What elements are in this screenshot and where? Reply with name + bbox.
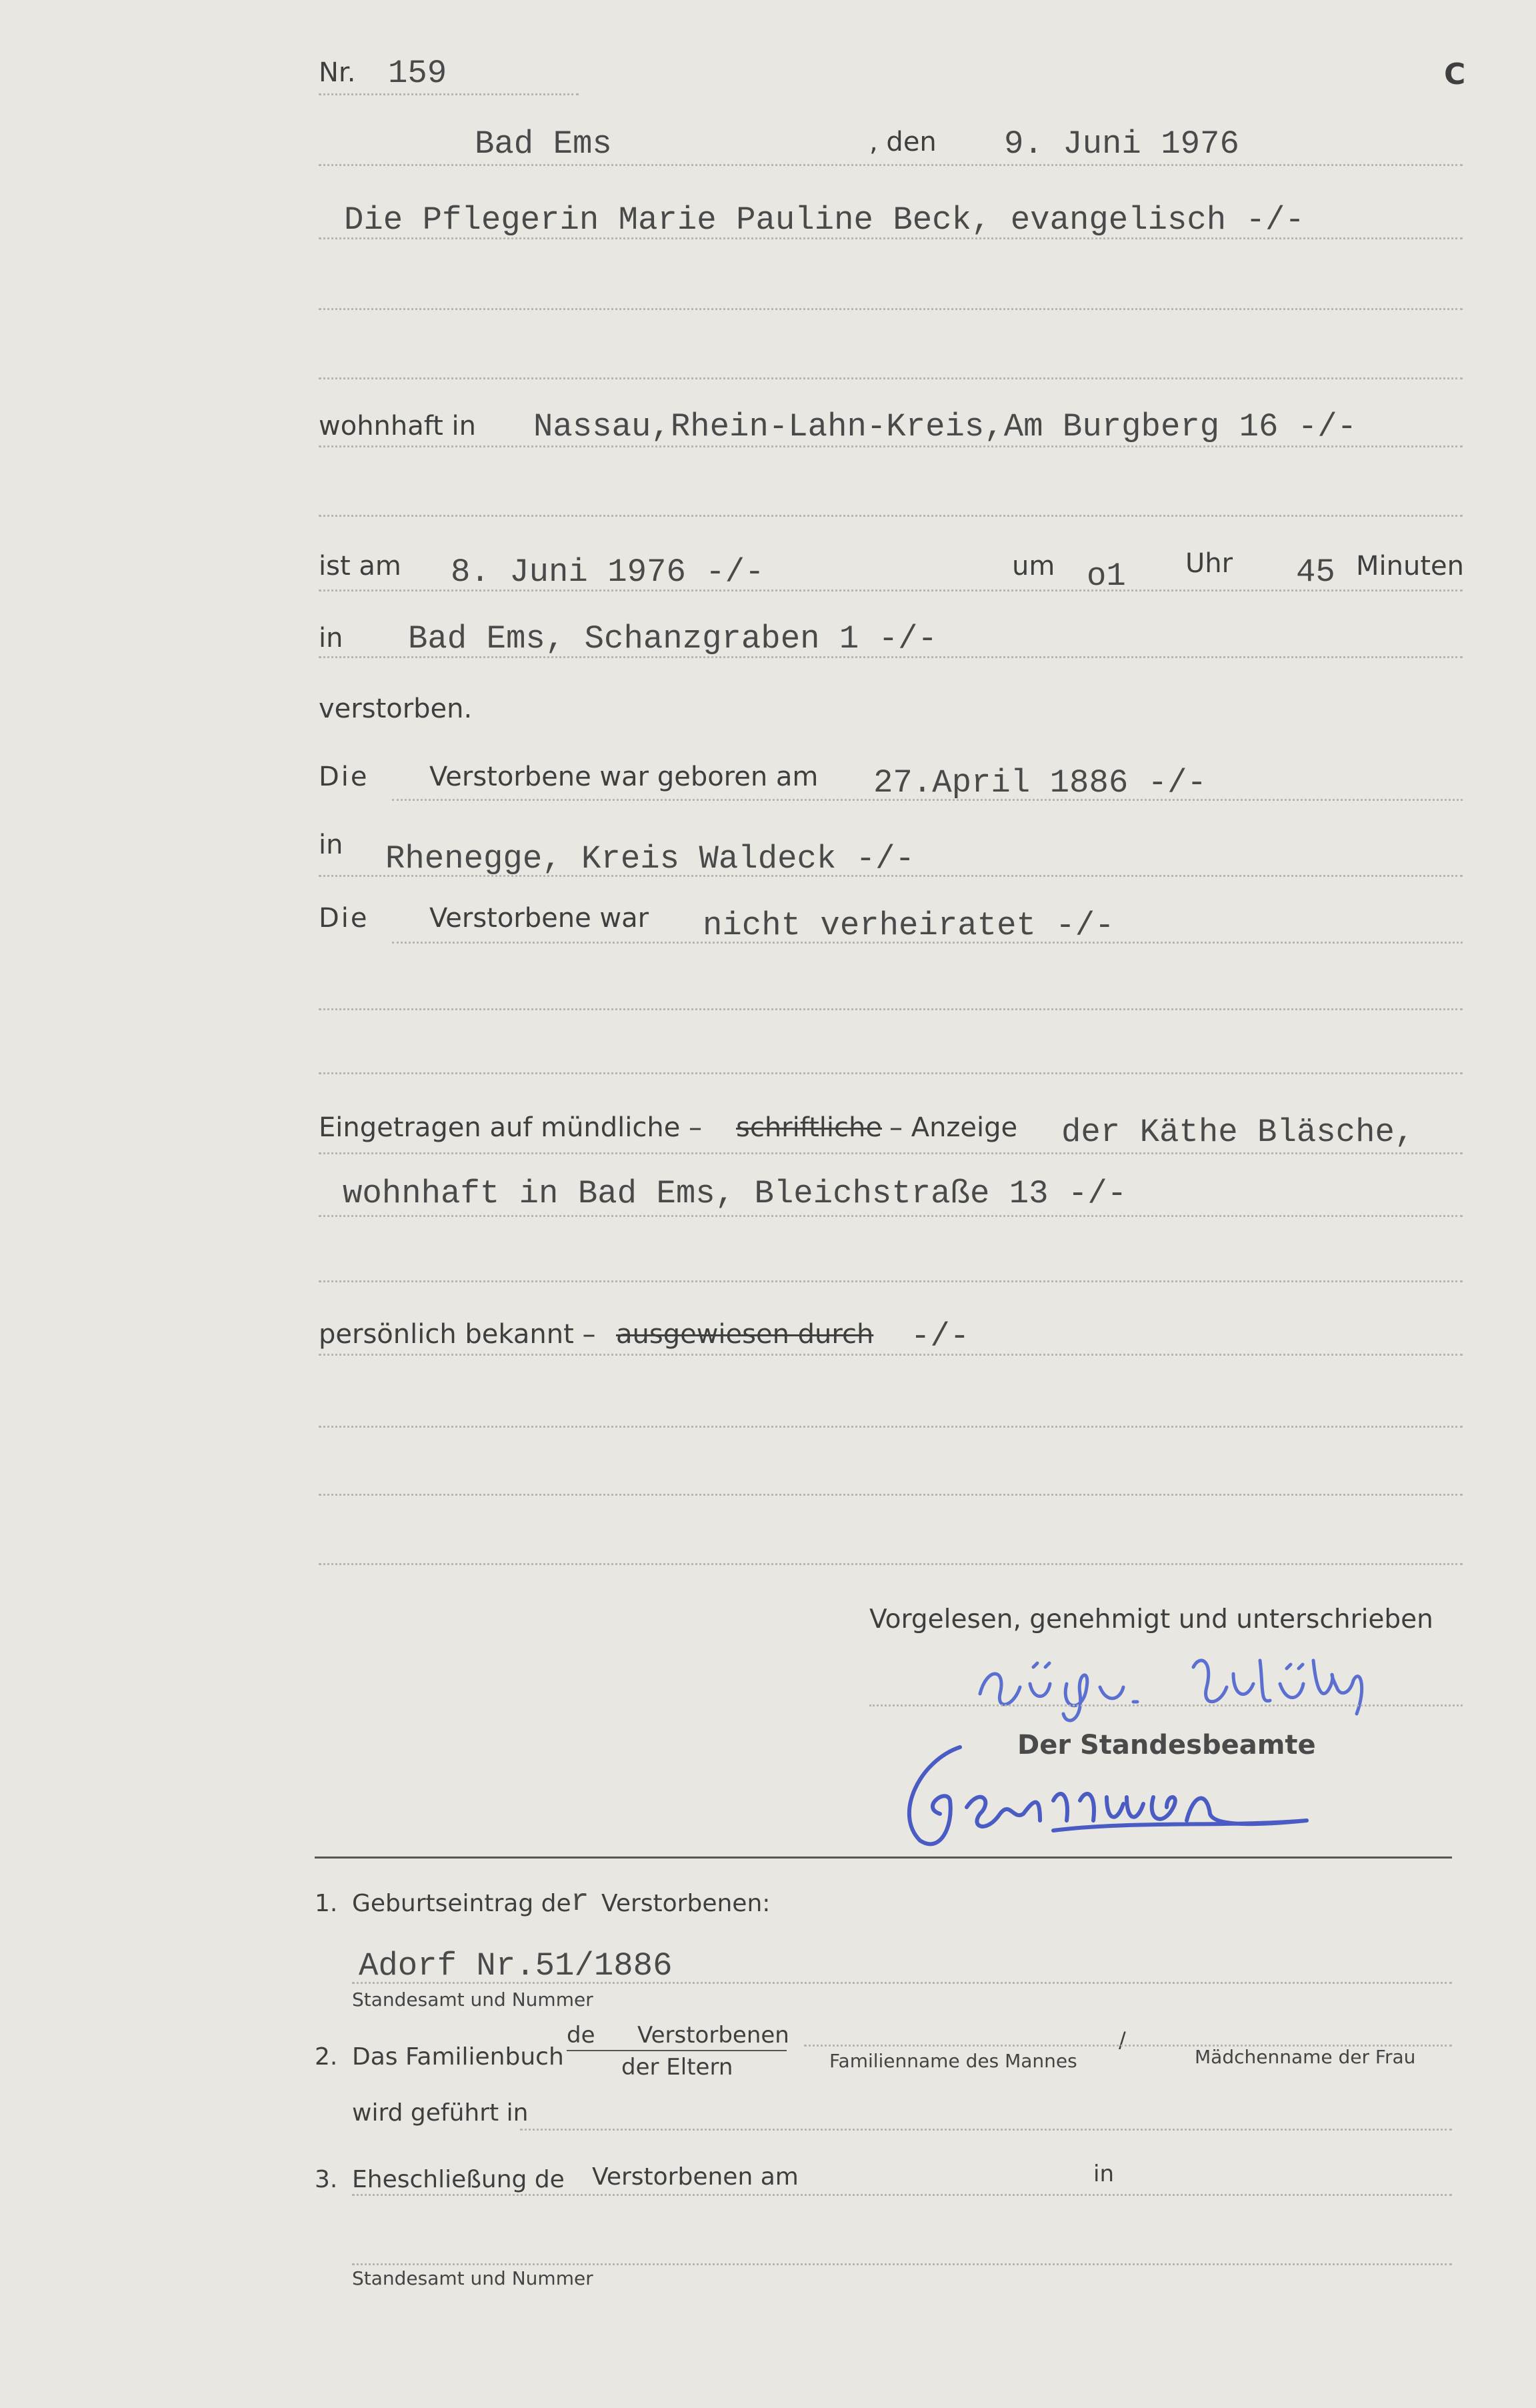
item1-label-b: Verstorbenen: — [601, 1890, 771, 1917]
residence-line — [319, 445, 1463, 447]
born-line — [392, 799, 1463, 801]
item2-label: Das Familienbuch — [352, 2043, 564, 2071]
marital-line — [392, 942, 1463, 944]
residence-label: wohnhaft in — [319, 411, 476, 441]
died-line — [319, 589, 1463, 591]
born-prefix: Die — [319, 762, 369, 792]
registration-line — [319, 1152, 1463, 1154]
uhr-label: Uhr — [1185, 548, 1233, 579]
place-of-registration: Bad Ems — [475, 125, 612, 163]
item2-caption-wife: Mädchenname der Frau — [1195, 2046, 1416, 2068]
item3-number: 3. — [315, 2166, 338, 2193]
died-label: ist am — [319, 551, 401, 581]
official-label: Der Standesbeamte — [1017, 1730, 1316, 1760]
birth-registry-value: Adorf Nr.51/1886 — [359, 1947, 673, 1985]
empty-line-3 — [319, 515, 1463, 517]
known-struck: ausgewiesen durch — [616, 1319, 874, 1350]
item3-line — [352, 2194, 1452, 2196]
known-label: persönlich bekannt – — [319, 1319, 596, 1350]
death-hour: o1 — [1087, 557, 1126, 595]
item1-caption: Standesamt und Nummer — [352, 1989, 593, 2011]
marital-prefix: Die — [319, 903, 369, 934]
born-in-label: in — [319, 830, 343, 860]
empty-line-9 — [319, 1563, 1463, 1565]
item2-name-line — [804, 2045, 1452, 2047]
registration-label-b: – Anzeige — [889, 1112, 1018, 1143]
born-place: Rhenegge, Kreis Waldeck -/- — [385, 840, 915, 878]
item2-fraction-bar — [567, 2050, 787, 2051]
item1-line — [352, 1982, 1452, 1984]
empty-line-4 — [319, 1008, 1463, 1010]
registration-label-struck: schriftliche — [736, 1112, 882, 1143]
item2-number: 2. — [315, 2043, 338, 2071]
item1-typed-letter: r — [571, 1885, 589, 1919]
nr-label: Nr. — [319, 57, 356, 88]
item2-frac-top-b: Verstorbenen — [637, 2022, 789, 2049]
item2-frac-top-a: de — [567, 2022, 595, 2049]
in-label: in — [319, 623, 343, 654]
empty-line-7 — [319, 1426, 1463, 1428]
marital-label: Verstorbene war — [429, 903, 649, 934]
item2-line — [520, 2129, 1452, 2131]
born-place-line — [319, 875, 1463, 877]
item2-slash: / — [1119, 2027, 1126, 2053]
um-label: um — [1012, 551, 1055, 581]
informant-name: der Käthe Bläsche, — [1061, 1114, 1415, 1151]
died-date: 8. Juni 1976 -/- — [451, 553, 765, 591]
empty-line-1 — [319, 308, 1463, 310]
registration-date: 9. Juni 1976 — [1004, 125, 1239, 163]
empty-line-8 — [319, 1494, 1463, 1496]
place-of-death: Bad Ems, Schanzgraben 1 -/- — [408, 620, 937, 658]
item1-number: 1. — [315, 1890, 338, 1917]
informant-residence-line — [319, 1215, 1463, 1217]
item3-line-2 — [352, 2263, 1452, 2265]
minuten-label: Minuten — [1356, 551, 1464, 581]
item3-in-label: in — [1093, 2161, 1114, 2187]
item2-frac-bottom: der Eltern — [621, 2054, 733, 2081]
item2-caption-husband: Familienname des Mannes — [829, 2050, 1077, 2072]
born-date: 27.April 1886 -/- — [873, 764, 1207, 802]
footer-separator — [315, 1857, 1452, 1859]
item3-label: Eheschließung de — [352, 2166, 565, 2193]
known-value: -/- — [911, 1318, 970, 1355]
marital-status: nicht verheiratet -/- — [703, 907, 1115, 944]
item1-label: Geburtseintrag de — [352, 1890, 571, 1917]
registration-label-a: Eingetragen auf mündliche – — [319, 1112, 703, 1143]
empty-line-5 — [319, 1072, 1463, 1074]
place-of-death-line — [319, 656, 1463, 658]
official-signature — [880, 1734, 1320, 1854]
read-approved-label: Vorgelesen, genehmigt und unterschrieben — [869, 1604, 1433, 1634]
empty-line-6 — [319, 1280, 1463, 1282]
born-label: Verstorbene war geboren am — [429, 762, 819, 792]
informant-signature — [967, 1647, 1400, 1727]
corner-letter: C — [1444, 57, 1466, 91]
empty-line-2 — [319, 377, 1463, 379]
nr-line — [319, 93, 579, 95]
item3-label-b: Verstorbenen am — [592, 2163, 799, 2191]
item2-label-b: wird geführt in — [352, 2099, 529, 2127]
date-line — [319, 164, 1463, 166]
known-line — [319, 1354, 1463, 1356]
item3-caption: Standesamt und Nummer — [352, 2267, 593, 2289]
death-minutes: 45 — [1296, 553, 1335, 591]
name-line — [319, 237, 1463, 239]
nr-value: 159 — [388, 55, 447, 92]
verstorben-label: verstorben. — [319, 694, 473, 724]
informant-signature-line — [869, 1704, 1463, 1706]
residence-value: Nassau,Rhein-Lahn-Kreis,Am Burgberg 16 -/- — [533, 408, 1357, 445]
den-label: , den — [869, 127, 937, 157]
informant-residence: wohnhaft in Bad Ems, Bleichstraße 13 -/- — [343, 1175, 1127, 1212]
deceased-name: Die Pflegerin Marie Pauline Beck, evangelisch -/- — [344, 201, 1305, 239]
